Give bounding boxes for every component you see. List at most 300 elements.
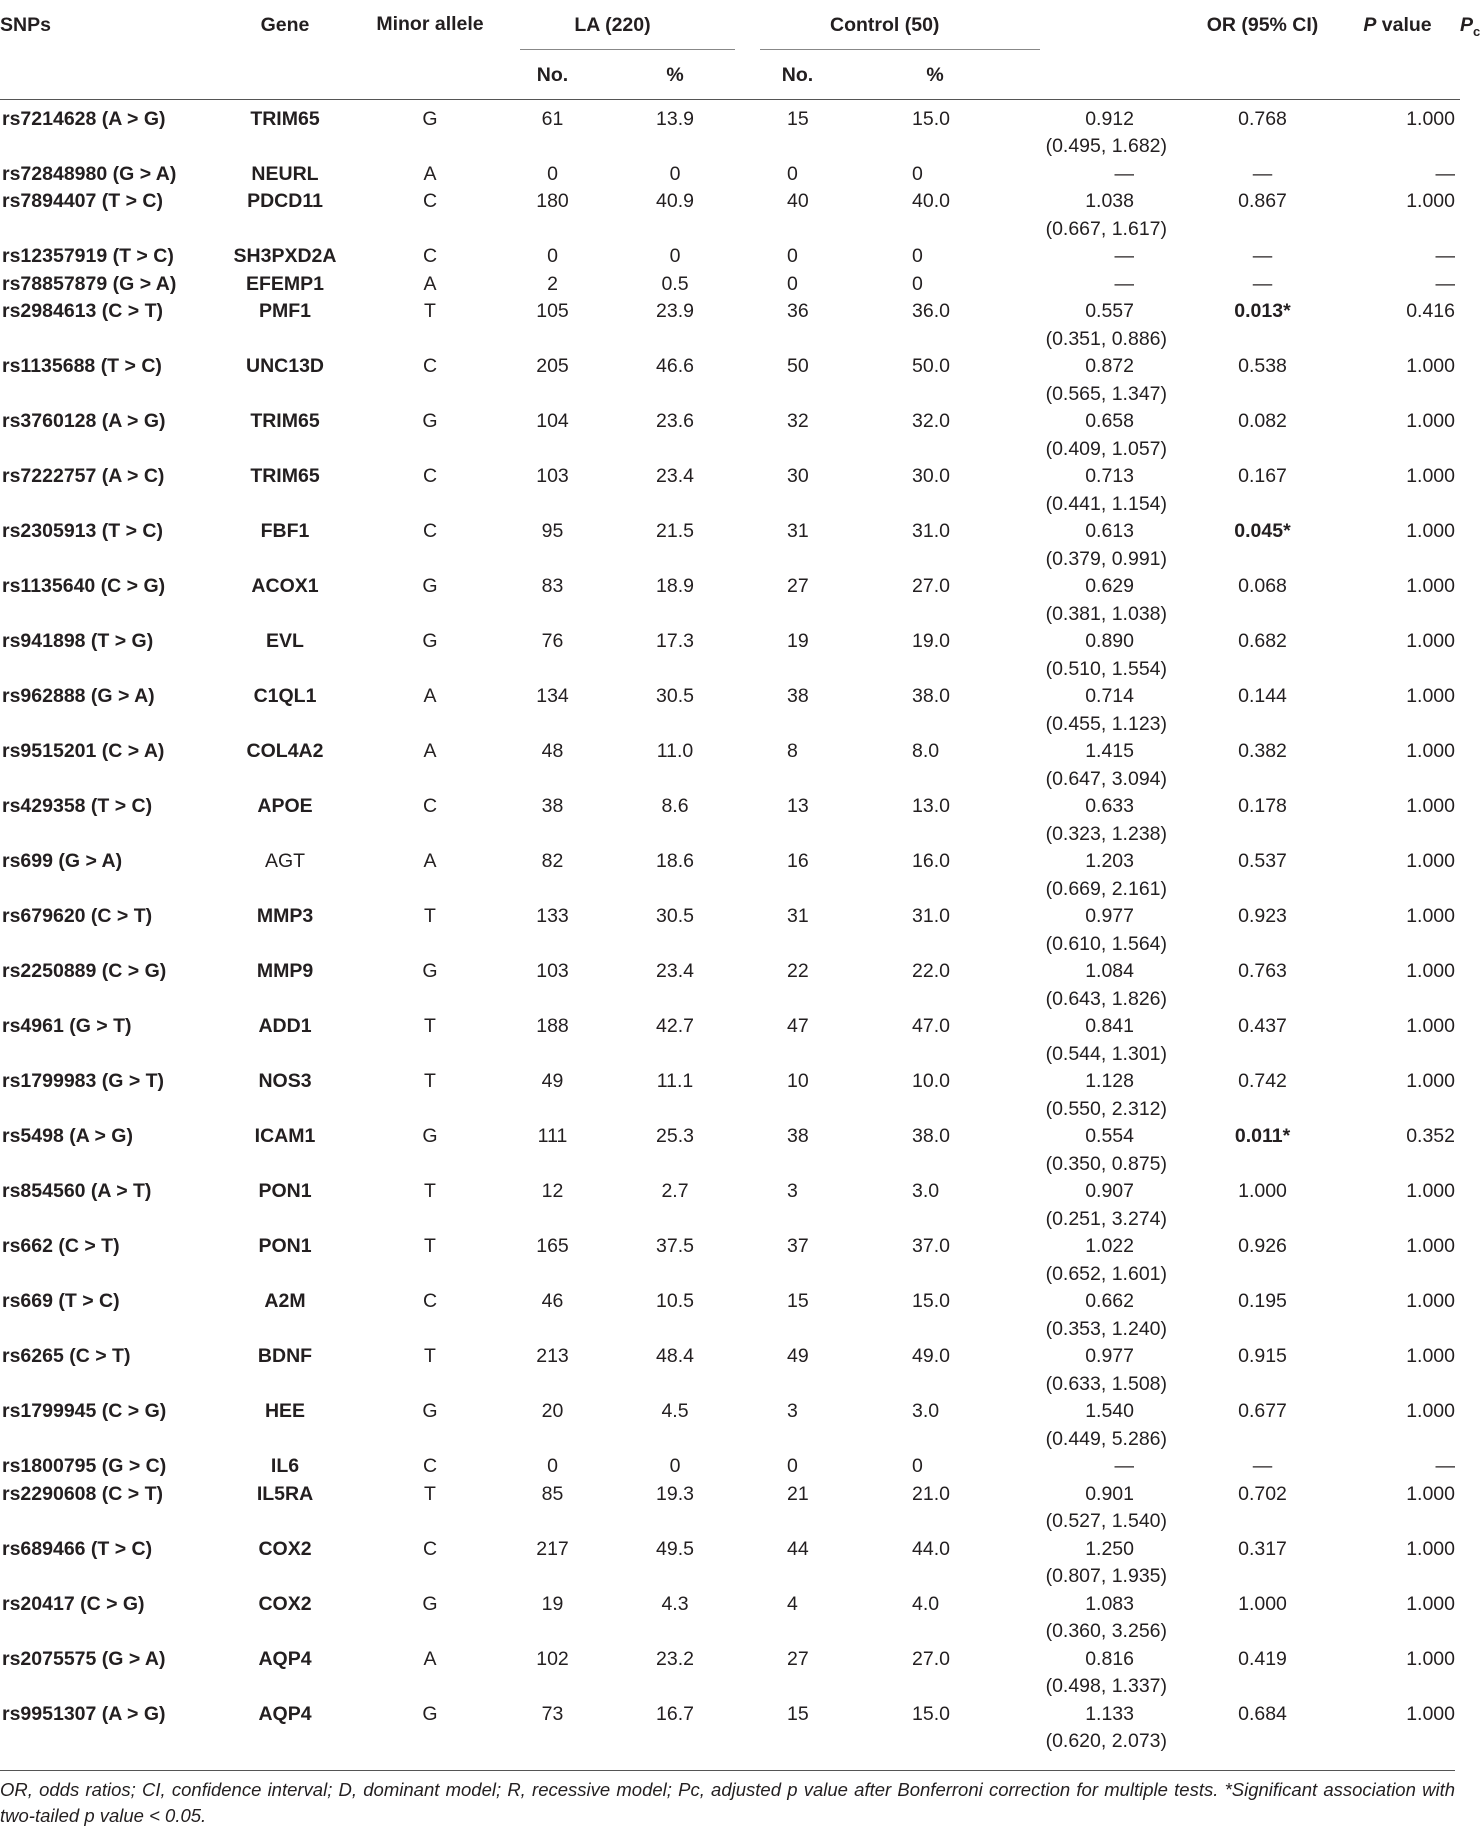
- la-pct-cell: 30.5: [656, 685, 694, 707]
- table-row: [0, 793, 1460, 848]
- gene-cell: AGT: [264, 850, 306, 872]
- p-value-cell: 0.537: [1238, 850, 1287, 872]
- la-pct-cell: 40.9: [656, 190, 694, 212]
- p-value-cell: 0.144: [1238, 685, 1287, 707]
- header-snps: SNPs: [0, 14, 51, 36]
- gene-cell: A2M: [264, 1290, 306, 1312]
- or-ci-cell: [1010, 793, 1190, 848]
- snp-cell: rs962888 (G > A): [2, 685, 155, 707]
- minor-allele-cell: A: [423, 685, 437, 707]
- pc-cell: 1.000: [1406, 685, 1455, 707]
- p-value-cell: —: [1252, 272, 1273, 295]
- header-p-value: [1335, 0, 1460, 50]
- snp-cell: rs1799945 (C > G): [2, 1400, 167, 1422]
- table-row: [0, 1701, 1460, 1756]
- confidence-interval: (0.381, 1.038): [1045, 602, 1167, 625]
- snp-cell: rs5498 (A > G): [2, 1125, 133, 1147]
- la-no-cell: 103: [536, 960, 569, 982]
- p-value-cell: 0.068: [1238, 575, 1287, 597]
- confidence-interval: (0.379, 0.991): [1045, 547, 1167, 570]
- la-no-cell: 48: [541, 740, 564, 762]
- odds-ratio: 0.912: [1085, 107, 1134, 130]
- snp-cell: rs429358 (T > C): [2, 795, 153, 817]
- ctrl-pct-cell: 36.0: [912, 300, 950, 322]
- ctrl-no-cell: 4: [787, 1592, 798, 1615]
- la-pct-cell: 23.4: [656, 960, 694, 982]
- confidence-interval: (0.455, 1.123): [1045, 712, 1167, 735]
- la-pct-cell: 11.1: [656, 1070, 694, 1092]
- ctrl-no-cell: 0: [787, 245, 798, 267]
- pc-cell: 1.000: [1406, 960, 1455, 982]
- pc-cell: 1.000: [1406, 410, 1455, 432]
- pc-cell: 1.000: [1406, 107, 1455, 130]
- la-pct-cell: 18.9: [656, 575, 694, 597]
- minor-allele-cell: C: [422, 190, 438, 212]
- confidence-interval: (0.353, 1.240): [1045, 1317, 1167, 1340]
- la-no-cell: 2: [547, 272, 558, 295]
- table-row: [0, 463, 1460, 518]
- la-no-cell: 0: [547, 245, 558, 267]
- or-ci-cell: [1010, 628, 1190, 683]
- gene-cell: TRIM65: [250, 465, 320, 487]
- gene-cell: MMP9: [256, 960, 314, 982]
- minor-allele-cell: C: [422, 520, 438, 542]
- gene-cell: FBF1: [260, 520, 310, 542]
- la-no-cell: 165: [536, 1235, 569, 1257]
- ctrl-no-cell: 15: [787, 1702, 809, 1725]
- minor-allele-cell: G: [422, 575, 438, 597]
- or-ci-cell: [1010, 1013, 1190, 1068]
- p-value-cell: 0.742: [1238, 1070, 1287, 1092]
- pc-cell: 1.000: [1406, 1345, 1455, 1367]
- la-pct-cell: 46.6: [656, 355, 694, 377]
- pc-cell: 1.000: [1406, 905, 1455, 927]
- la-no-cell: 85: [541, 1482, 564, 1505]
- or-ci-cell: [1010, 161, 1190, 189]
- la-no-cell: 188: [536, 1015, 569, 1037]
- la-pct-cell: 0: [669, 162, 681, 185]
- ctrl-no-cell: 19: [787, 630, 809, 652]
- confidence-interval: (0.441, 1.154): [1045, 492, 1167, 515]
- gene-cell: TRIM65: [250, 107, 320, 130]
- snp-cell: rs20417 (C > G): [2, 1592, 145, 1615]
- minor-allele-cell: G: [422, 107, 438, 130]
- minor-allele-cell: G: [422, 960, 438, 982]
- la-pct-cell: 21.5: [656, 520, 694, 542]
- la-pct-cell: 13.9: [656, 107, 694, 130]
- odds-ratio: —: [1114, 1455, 1134, 1477]
- header-la-no: No.: [490, 50, 615, 99]
- header-p-value-rest: value: [1376, 14, 1432, 36]
- ctrl-pct-cell: 10.0: [912, 1070, 950, 1092]
- minor-allele-cell: T: [424, 1015, 436, 1037]
- ctrl-pct-cell: 16.0: [912, 850, 950, 872]
- p-value-cell: 0.317: [1238, 1537, 1287, 1560]
- la-pct-cell: 8.6: [661, 795, 689, 817]
- p-value-cell: —: [1252, 1455, 1273, 1477]
- or-ci-cell: [1010, 1123, 1190, 1178]
- snp-cell: rs2075575 (G > A): [2, 1647, 166, 1670]
- table-row: [0, 1536, 1460, 1591]
- table-row: [0, 1343, 1460, 1398]
- minor-allele-cell: A: [423, 1647, 437, 1670]
- table-row: [0, 188, 1460, 243]
- confidence-interval: (0.510, 1.554): [1045, 657, 1167, 680]
- la-pct-cell: 17.3: [656, 630, 694, 652]
- p-value-cell: 0.684: [1238, 1702, 1287, 1725]
- p-value-cell: 0.195: [1238, 1290, 1287, 1312]
- p-value-cell: 1.000: [1238, 1592, 1287, 1615]
- minor-allele-cell: T: [424, 1180, 436, 1202]
- pc-cell: 1.000: [1406, 355, 1455, 377]
- confidence-interval: (0.667, 1.617): [1045, 217, 1167, 240]
- ctrl-pct-cell: 31.0: [912, 905, 950, 927]
- gene-cell: NOS3: [258, 1070, 312, 1092]
- la-no-cell: 46: [541, 1290, 564, 1312]
- p-value-cell: 0.915: [1238, 1345, 1287, 1367]
- gene-cell: TRIM65: [250, 410, 320, 432]
- header-control-group: [735, 0, 1190, 50]
- odds-ratio: 0.613: [1085, 520, 1134, 542]
- pc-cell: 1.000: [1406, 190, 1455, 212]
- minor-allele-cell: C: [422, 795, 438, 817]
- header-row-2: [0, 50, 1460, 99]
- confidence-interval: (0.620, 2.073): [1045, 1730, 1167, 1752]
- la-no-cell: 217: [536, 1537, 569, 1560]
- or-ci-cell: [1010, 903, 1190, 958]
- header-blank-gene: [200, 50, 370, 99]
- minor-allele-cell: C: [422, 465, 438, 487]
- la-pct-cell: 4.3: [661, 1592, 689, 1615]
- odds-ratio: 0.658: [1085, 410, 1134, 432]
- ctrl-pct-cell: 38.0: [912, 1125, 950, 1147]
- odds-ratio: 0.554: [1085, 1125, 1134, 1147]
- snp-cell: rs662 (C > T): [2, 1235, 120, 1257]
- or-ci-cell: [1010, 1701, 1190, 1756]
- table-row: [0, 99, 1460, 161]
- gene-cell: EVL: [266, 630, 304, 652]
- ctrl-pct-cell: 22.0: [912, 960, 950, 982]
- ctrl-no-cell: 13: [787, 795, 809, 817]
- p-value-cell: 0.867: [1238, 190, 1287, 212]
- confidence-interval: (0.807, 1.935): [1045, 1565, 1167, 1587]
- header-blank-snps: [0, 50, 200, 99]
- ctrl-no-cell: 44: [787, 1537, 809, 1560]
- la-no-cell: 0: [547, 162, 558, 185]
- la-pct-cell: 42.7: [656, 1015, 694, 1037]
- gene-cell: IL5RA: [256, 1482, 314, 1505]
- table-row: [0, 628, 1460, 683]
- p-value-cell: 0.167: [1238, 465, 1287, 487]
- ctrl-pct-cell: 32.0: [912, 410, 950, 432]
- la-no-cell: 213: [536, 1345, 569, 1367]
- pc-cell: 1.000: [1406, 850, 1455, 872]
- or-ci-cell: [1010, 738, 1190, 793]
- minor-allele-cell: C: [422, 1537, 438, 1560]
- table-row: [0, 1453, 1460, 1481]
- minor-allele-cell: T: [424, 1070, 436, 1092]
- p-value-cell: 0.702: [1238, 1482, 1287, 1505]
- la-pct-cell: 11.0: [656, 740, 694, 762]
- pc-cell: —: [1435, 1455, 1455, 1477]
- table-row: [0, 903, 1460, 958]
- odds-ratio: 0.633: [1085, 795, 1134, 817]
- la-pct-cell: 4.5: [661, 1400, 689, 1422]
- header-row-1: [0, 0, 1460, 50]
- pc-cell: 1.000: [1406, 1015, 1455, 1037]
- or-ci-cell: [1010, 848, 1190, 903]
- la-no-cell: 38: [541, 795, 564, 817]
- gene-cell: IL6: [270, 1455, 300, 1477]
- confidence-interval: (0.360, 3.256): [1045, 1620, 1167, 1642]
- la-no-cell: 111: [537, 1125, 568, 1147]
- ctrl-pct-cell: 3.0: [912, 1180, 940, 1202]
- la-pct-cell: 37.5: [656, 1235, 694, 1257]
- la-pct-cell: 10.5: [656, 1290, 694, 1312]
- or-ci-cell: [1010, 1288, 1190, 1343]
- ctrl-no-cell: 37: [787, 1235, 809, 1257]
- ctrl-pct-cell: 49.0: [912, 1345, 950, 1367]
- or-ci-cell: [1010, 958, 1190, 1013]
- la-no-cell: 83: [541, 575, 564, 597]
- pc-cell: 1.000: [1406, 1070, 1455, 1092]
- or-ci-cell: [1010, 1398, 1190, 1453]
- or-ci-cell: [1010, 1233, 1190, 1288]
- pc-cell: 1.000: [1406, 1235, 1455, 1257]
- pc-cell: 1.000: [1406, 520, 1455, 542]
- ctrl-pct-cell: 8.0: [912, 740, 940, 762]
- gene-cell: NEURL: [251, 162, 319, 185]
- snp-cell: rs9951307 (A > G): [2, 1702, 166, 1725]
- gene-cell: PDCD11: [247, 190, 323, 212]
- odds-ratio: 1.084: [1085, 960, 1134, 982]
- ctrl-no-cell: 32: [787, 410, 809, 432]
- gene-cell: BDNF: [257, 1345, 313, 1367]
- pc-cell: 1.000: [1406, 1400, 1455, 1422]
- confidence-interval: (0.527, 1.540): [1045, 1510, 1167, 1532]
- ctrl-pct-cell: 44.0: [912, 1537, 950, 1560]
- header-ctrl-no: No.: [735, 50, 860, 99]
- or-ci-cell: [1010, 99, 1190, 161]
- ctrl-pct-cell: 15.0: [912, 1702, 950, 1725]
- la-no-cell: 105: [536, 300, 569, 322]
- pc-cell: 1.000: [1406, 1647, 1455, 1670]
- la-no-cell: 76: [541, 630, 564, 652]
- snp-cell: rs941898 (T > G): [2, 630, 154, 652]
- confidence-interval: (0.350, 0.875): [1045, 1152, 1167, 1175]
- minor-allele-cell: C: [422, 355, 438, 377]
- ctrl-no-cell: 16: [787, 850, 809, 872]
- la-pct-cell: 23.9: [656, 300, 694, 322]
- pc-cell: 0.352: [1406, 1125, 1455, 1147]
- or-ci-cell: [1010, 243, 1190, 271]
- ctrl-pct-cell: 50.0: [912, 355, 950, 377]
- p-value-cell: 0.926: [1238, 1235, 1287, 1257]
- table-row: [0, 271, 1460, 299]
- snp-cell: rs1135688 (T > C): [2, 355, 162, 377]
- confidence-interval: (0.544, 1.301): [1045, 1042, 1167, 1065]
- minor-allele-cell: G: [422, 1592, 438, 1615]
- confidence-interval: (0.633, 1.508): [1045, 1372, 1167, 1395]
- snp-cell: rs6265 (C > T): [2, 1345, 131, 1367]
- header-gene: Gene: [260, 14, 310, 36]
- snp-cell: rs9515201 (C > A): [2, 740, 165, 762]
- snp-cell: rs2250889 (C > G): [2, 960, 167, 982]
- ctrl-no-cell: 21: [787, 1482, 809, 1505]
- snp-cell: rs3760128 (A > G): [2, 410, 166, 432]
- odds-ratio: 1.022: [1085, 1235, 1134, 1257]
- gene-cell: PMF1: [258, 300, 311, 322]
- gene-cell: HEE: [264, 1400, 306, 1422]
- header-or-ci: OR (95% CI): [1206, 14, 1319, 36]
- ctrl-no-cell: 22: [787, 960, 809, 982]
- odds-ratio: 1.415: [1085, 740, 1134, 762]
- confidence-interval: (0.643, 1.826): [1045, 987, 1167, 1010]
- pc-cell: 0.416: [1406, 300, 1455, 322]
- p-value-cell: 0.677: [1238, 1400, 1287, 1422]
- ctrl-no-cell: 30: [787, 465, 809, 487]
- gene-cell: APOE: [257, 795, 313, 817]
- la-no-cell: 104: [536, 410, 569, 432]
- confidence-interval: (0.351, 0.886): [1045, 327, 1167, 350]
- header-la-group: [490, 0, 735, 50]
- snp-cell: rs7214628 (A > G): [2, 107, 166, 130]
- ctrl-no-cell: 49: [787, 1345, 809, 1367]
- minor-allele-cell: T: [424, 300, 436, 322]
- odds-ratio: 1.133: [1085, 1702, 1134, 1725]
- pc-cell: 1.000: [1406, 1482, 1455, 1505]
- or-ci-cell: [1010, 188, 1190, 243]
- odds-ratio: 0.557: [1085, 300, 1134, 322]
- confidence-interval: (0.495, 1.682): [1045, 135, 1167, 157]
- snp-cell: rs679620 (C > T): [2, 905, 153, 927]
- ctrl-no-cell: 3: [787, 1180, 798, 1202]
- table-row: [0, 1013, 1460, 1068]
- p-value-cell: 0.682: [1238, 630, 1287, 652]
- la-pct-cell: 16.7: [656, 1702, 694, 1725]
- or-ci-cell: [1010, 1536, 1190, 1591]
- header-blank-p: [1335, 50, 1460, 99]
- la-pct-cell: 0.5: [661, 272, 689, 295]
- la-no-cell: 0: [547, 1455, 558, 1477]
- la-pct-cell: 2.7: [661, 1180, 689, 1202]
- ctrl-pct-cell: 38.0: [912, 685, 950, 707]
- ctrl-no-cell: 15: [787, 107, 809, 130]
- or-ci-cell: [1010, 271, 1190, 299]
- p-value-cell: 0.178: [1238, 795, 1287, 817]
- ctrl-pct-cell: 27.0: [912, 1647, 950, 1670]
- ctrl-no-cell: 31: [787, 905, 809, 927]
- ctrl-pct-cell: 4.0: [912, 1592, 940, 1615]
- p-value-cell: 0.011*: [1234, 1125, 1291, 1147]
- table-row: [0, 738, 1460, 793]
- gene-cell: AQP4: [258, 1647, 312, 1670]
- odds-ratio: 1.128: [1085, 1070, 1134, 1092]
- table-row: [0, 243, 1460, 271]
- header-pc-sub: c: [1473, 23, 1480, 39]
- table-row: [0, 1178, 1460, 1233]
- or-ci-cell: [1010, 298, 1190, 353]
- header-blank-or: [1190, 50, 1335, 99]
- la-no-cell: 82: [541, 850, 564, 872]
- ctrl-no-cell: 0: [787, 1455, 798, 1477]
- gene-cell: ADD1: [258, 1015, 312, 1037]
- ctrl-pct-cell: 3.0: [912, 1400, 940, 1422]
- ctrl-pct-cell: 19.0: [912, 630, 950, 652]
- la-pct-cell: 18.6: [656, 850, 694, 872]
- odds-ratio: —: [1114, 162, 1134, 185]
- la-pct-cell: 23.6: [656, 410, 694, 432]
- la-no-cell: 49: [541, 1070, 564, 1092]
- ctrl-pct-cell: 31.0: [912, 520, 950, 542]
- snp-cell: rs12357919 (T > C): [2, 245, 174, 267]
- or-ci-cell: [1010, 1481, 1190, 1536]
- la-no-cell: 73: [541, 1702, 564, 1725]
- confidence-interval: (0.323, 1.238): [1045, 822, 1167, 845]
- p-value-cell: —: [1252, 162, 1273, 185]
- ctrl-pct-cell: 40.0: [912, 190, 950, 212]
- la-no-cell: 12: [541, 1180, 564, 1202]
- minor-allele-cell: A: [423, 850, 437, 872]
- table-row: [0, 1123, 1460, 1178]
- table-row: [0, 298, 1460, 353]
- snp-cell: rs689466 (T > C): [2, 1537, 153, 1560]
- or-ci-cell: [1010, 1068, 1190, 1123]
- minor-allele-cell: C: [422, 1290, 438, 1312]
- or-ci-cell: [1010, 1343, 1190, 1398]
- table-row: [0, 573, 1460, 628]
- gene-cell: ICAM1: [254, 1125, 316, 1147]
- p-value-cell: 0.419: [1238, 1647, 1287, 1670]
- confidence-interval: (0.550, 2.312): [1045, 1097, 1167, 1120]
- minor-allele-cell: T: [424, 1235, 436, 1257]
- header-control-label: Control (50): [830, 14, 940, 36]
- control-group-rule: [760, 49, 1040, 50]
- gene-cell: PON1: [258, 1235, 312, 1257]
- ctrl-no-cell: 31: [787, 520, 809, 542]
- minor-allele-cell: T: [424, 1482, 436, 1505]
- ctrl-pct-cell: 0: [912, 162, 923, 185]
- confidence-interval: (0.449, 5.286): [1045, 1427, 1167, 1450]
- snp-cell: rs699 (G > A): [2, 850, 123, 872]
- ctrl-no-cell: 47: [787, 1015, 809, 1037]
- or-ci-cell: [1010, 1178, 1190, 1233]
- table-footnote: OR, odds ratios; CI, confidence interval; D, dominant model; R, recessive model; Pc, adjusted p value after Bonferroni correction for multiple tests. *Significant association with two-tailed p value < 0.05.: [0, 1770, 1455, 1829]
- ctrl-pct-cell: 15.0: [912, 107, 950, 130]
- minor-allele-cell: G: [422, 1702, 438, 1725]
- minor-allele-cell: G: [422, 1400, 438, 1422]
- p-value-cell: 1.000: [1238, 1180, 1287, 1202]
- ctrl-pct-cell: 37.0: [912, 1235, 950, 1257]
- odds-ratio: 0.890: [1085, 630, 1134, 652]
- gene-cell: ACOX1: [251, 575, 319, 597]
- la-no-cell: 180: [536, 190, 569, 212]
- la-group-rule: [520, 49, 735, 50]
- pc-cell: 1.000: [1406, 740, 1455, 762]
- table-row: [0, 518, 1460, 573]
- snp-cell: rs1135640 (C > G): [2, 575, 166, 597]
- la-pct-cell: 30.5: [656, 905, 694, 927]
- minor-allele-cell: G: [422, 410, 438, 432]
- table-row: [0, 1288, 1460, 1343]
- gene-cell: COX2: [258, 1537, 312, 1560]
- or-ci-cell: [1010, 518, 1190, 573]
- minor-allele-cell: C: [422, 1455, 438, 1477]
- odds-ratio: 0.901: [1085, 1482, 1134, 1505]
- ctrl-pct-cell: 15.0: [912, 1290, 950, 1312]
- header-p-italic: P: [1363, 14, 1377, 36]
- snp-cell: rs2290608 (C > T): [2, 1482, 163, 1505]
